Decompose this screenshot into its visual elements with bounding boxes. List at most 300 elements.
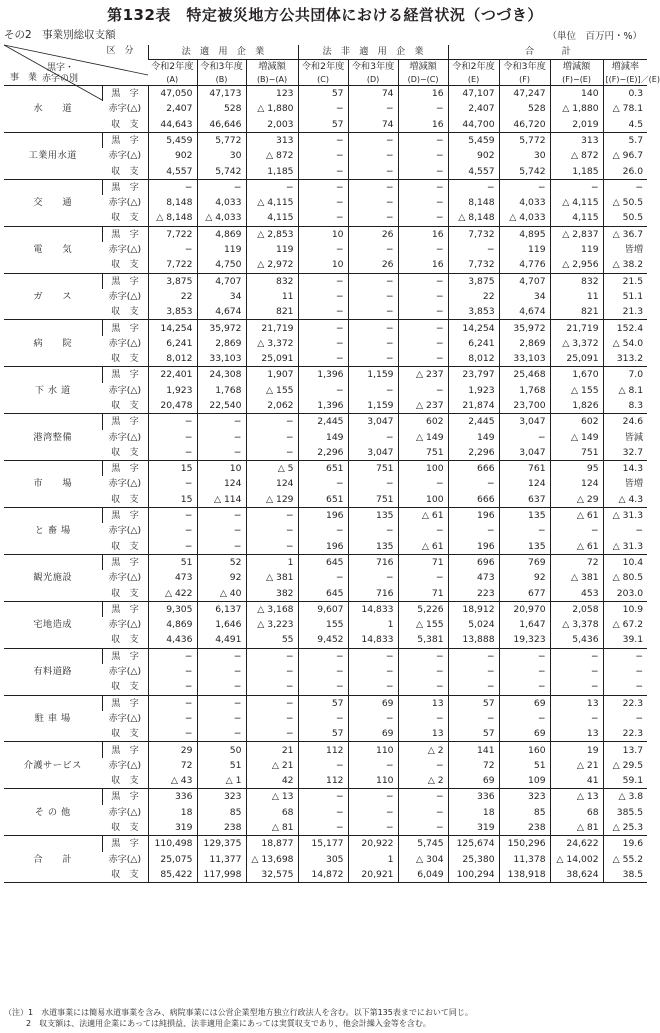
value-cell: △ 40 <box>197 586 246 602</box>
value-cell: △ 155 <box>398 617 448 632</box>
row-type-label: 赤字(△) <box>108 853 142 865</box>
value-cell: 1 <box>246 554 298 570</box>
value-cell: 1,396 <box>298 398 348 414</box>
value-cell: − <box>499 679 550 695</box>
value-cell: − <box>298 179 348 195</box>
table-subtitle: その2 事業別総収支額 <box>4 29 116 41</box>
row-type-label: 黒 字 <box>102 132 148 148</box>
row-type-label: 収 支 <box>102 773 148 789</box>
group-header-hohiteki: 法 非 適 用 企 業 <box>298 45 448 60</box>
value-cell: − <box>298 758 348 773</box>
value-cell: △ 80.5 <box>603 570 647 585</box>
value-cell: − <box>246 648 298 664</box>
value-cell: 20,921 <box>348 867 398 883</box>
value-cell: − <box>246 508 298 524</box>
value-cell: 7,732 <box>448 257 499 273</box>
value-cell: − <box>298 383 348 398</box>
value-cell: 1,647 <box>499 617 550 632</box>
value-cell: − <box>197 539 246 555</box>
value-cell: 8,012 <box>148 351 197 367</box>
row-type-label: 赤字(△) <box>108 759 142 771</box>
value-cell: △ 3,168 <box>246 601 298 617</box>
value-cell: − <box>148 679 197 695</box>
value-cell: 135 <box>499 508 550 524</box>
value-cell: − <box>197 664 246 679</box>
value-cell: 13 <box>398 726 448 742</box>
value-cell: 150,296 <box>499 836 550 852</box>
value-cell: − <box>398 242 448 257</box>
value-cell: 15,177 <box>298 836 348 852</box>
value-cell: − <box>298 679 348 695</box>
value-cell: 2,445 <box>448 414 499 430</box>
col-header: 増減額 <box>246 60 298 75</box>
value-cell: 4,869 <box>197 226 246 242</box>
value-cell: 57 <box>298 117 348 133</box>
value-cell: 25,380 <box>448 852 499 867</box>
value-cell: − <box>448 679 499 695</box>
value-cell: 123 <box>246 86 298 102</box>
value-cell: 119 <box>197 242 246 257</box>
row-type-label: 収 支 <box>102 539 148 555</box>
business-group <box>4 179 647 226</box>
row-type-label: 黒 字 <box>102 273 148 289</box>
row-type-label: 収 支 <box>102 492 148 508</box>
value-cell: − <box>298 805 348 820</box>
value-cell: 皆減 <box>603 430 647 445</box>
business-name: 交 通 <box>4 179 102 226</box>
value-cell: − <box>398 351 448 367</box>
value-cell: − <box>348 383 398 398</box>
value-cell: 22.3 <box>603 695 647 711</box>
value-cell: − <box>398 148 448 163</box>
value-cell: 140 <box>550 86 603 102</box>
value-cell: 18,877 <box>246 836 298 852</box>
value-cell: 51.1 <box>603 289 647 304</box>
value-cell: △ 8.1 <box>603 383 647 398</box>
value-cell: 30 <box>197 148 246 163</box>
value-cell: − <box>298 351 348 367</box>
value-cell: − <box>398 805 448 820</box>
value-cell: − <box>499 664 550 679</box>
value-cell: △ 43 <box>148 773 197 789</box>
value-cell: − <box>348 758 398 773</box>
value-cell: 5,745 <box>398 836 448 852</box>
value-cell: − <box>348 679 398 695</box>
col-mark: (C) <box>298 74 348 86</box>
row-type-label: 黒 字 <box>102 320 148 336</box>
value-cell: 2,407 <box>448 101 499 116</box>
value-cell: 26 <box>348 226 398 242</box>
value-cell: 4,895 <box>499 226 550 242</box>
value-cell: 51 <box>499 758 550 773</box>
col-mark: (F) <box>499 74 550 86</box>
value-cell: △ 237 <box>398 367 448 383</box>
value-cell: − <box>298 101 348 116</box>
value-cell: 135 <box>499 539 550 555</box>
value-cell: − <box>246 414 298 430</box>
row-type-label: 赤字(△) <box>108 666 142 678</box>
value-cell: 21,719 <box>246 320 298 336</box>
business-group <box>4 367 647 414</box>
business-group <box>4 414 647 461</box>
value-cell: 10.4 <box>603 554 647 570</box>
value-cell: 72 <box>550 554 603 570</box>
value-cell: △ 29.5 <box>603 758 647 773</box>
value-cell: − <box>448 711 499 726</box>
value-cell: 38.5 <box>603 867 647 883</box>
row-type-label: 黒 字 <box>102 226 148 242</box>
row-type-label: 黒 字 <box>102 789 148 805</box>
business-balance-table <box>4 45 660 883</box>
business-group <box>4 226 647 273</box>
value-cell: − <box>348 664 398 679</box>
value-cell: △ 2,956 <box>550 257 603 273</box>
value-cell: 124 <box>550 476 603 491</box>
value-cell: △ 422 <box>148 586 197 602</box>
value-cell: 319 <box>448 820 499 836</box>
value-cell: 15 <box>148 492 197 508</box>
value-cell: 16 <box>398 86 448 102</box>
value-cell: 22,540 <box>197 398 246 414</box>
value-cell: 25,468 <box>499 367 550 383</box>
value-cell: 2,003 <box>246 117 298 133</box>
row-type-label: 赤字(△) <box>108 103 142 115</box>
value-cell: 69 <box>348 726 398 742</box>
value-cell: − <box>246 664 298 679</box>
value-cell: 4,491 <box>197 632 246 648</box>
value-cell: 47,173 <box>197 86 246 102</box>
value-cell: − <box>148 648 197 664</box>
value-cell: − <box>398 289 448 304</box>
value-cell: − <box>398 820 448 836</box>
value-cell: 10 <box>298 257 348 273</box>
value-cell: 85,422 <box>148 867 197 883</box>
value-cell: 119 <box>550 242 603 257</box>
value-cell: 100 <box>398 492 448 508</box>
value-cell: △ 381 <box>246 570 298 585</box>
value-cell: 9,607 <box>298 601 348 617</box>
value-cell: − <box>550 664 603 679</box>
value-cell: 1,768 <box>197 383 246 398</box>
value-cell: − <box>298 711 348 726</box>
value-cell: 751 <box>398 445 448 461</box>
value-cell: 16 <box>398 257 448 273</box>
value-cell: 14.3 <box>603 461 647 477</box>
value-cell: 832 <box>550 273 603 289</box>
value-cell: 33,103 <box>499 351 550 367</box>
row-type-label: 黒 字 <box>102 414 148 430</box>
value-cell: 皆増 <box>603 242 647 257</box>
value-cell: 2,869 <box>197 336 246 351</box>
value-cell: 72 <box>448 758 499 773</box>
row-type-label: 赤字(△) <box>108 384 142 396</box>
value-cell: 9,452 <box>298 632 348 648</box>
value-cell: 1,826 <box>550 398 603 414</box>
value-cell: − <box>298 820 348 836</box>
value-cell: 4,115 <box>550 210 603 226</box>
value-cell: − <box>148 242 197 257</box>
value-cell: 34 <box>197 289 246 304</box>
value-cell: △ 381 <box>550 570 603 585</box>
value-cell: 196 <box>298 508 348 524</box>
col-header: 令和2年度 <box>448 60 499 75</box>
value-cell: 15 <box>148 461 197 477</box>
value-cell: △ 114 <box>197 492 246 508</box>
value-cell: 38,624 <box>550 867 603 883</box>
value-cell: − <box>348 163 398 179</box>
row-type-label: 赤字(△) <box>108 619 142 631</box>
value-cell: − <box>348 523 398 538</box>
value-cell: △ 8,148 <box>448 210 499 226</box>
value-cell: − <box>148 726 197 742</box>
value-cell: △ 29 <box>550 492 603 508</box>
value-cell: − <box>398 758 448 773</box>
value-cell: − <box>197 508 246 524</box>
value-cell: − <box>148 476 197 491</box>
value-cell: 19,323 <box>499 632 550 648</box>
footnote-1: （注）1 水道事業には簡易水道事業を含み、病院事業には公営企業型地方独立行政法人を含む。以下第135表までにおいて同じ。 <box>4 1008 473 1017</box>
value-cell: 124 <box>246 476 298 491</box>
row-type-label: 赤字(△) <box>108 806 142 818</box>
value-cell: 336 <box>448 789 499 805</box>
value-cell: 1,923 <box>448 383 499 398</box>
value-cell: △ 149 <box>550 430 603 445</box>
value-cell: 453 <box>550 586 603 602</box>
value-cell: − <box>148 508 197 524</box>
value-cell: 21.3 <box>603 304 647 320</box>
value-cell: 100 <box>398 461 448 477</box>
value-cell: − <box>398 132 448 148</box>
value-cell: 25,091 <box>550 351 603 367</box>
value-cell: − <box>298 789 348 805</box>
value-cell: − <box>148 414 197 430</box>
value-cell: − <box>603 648 647 664</box>
value-cell: △ 129 <box>246 492 298 508</box>
business-group <box>4 320 647 367</box>
value-cell: 41 <box>550 773 603 789</box>
value-cell: 18,912 <box>448 601 499 617</box>
business-name: と 畜 場 <box>4 508 102 555</box>
value-cell: 72 <box>148 758 197 773</box>
value-cell: 22 <box>148 289 197 304</box>
value-cell: − <box>298 289 348 304</box>
value-cell: 902 <box>448 148 499 163</box>
value-cell: 3,047 <box>348 414 398 430</box>
value-cell: 19.6 <box>603 836 647 852</box>
row-type-label: 収 支 <box>102 117 148 133</box>
row-type-label: 黒 字 <box>102 742 148 758</box>
value-cell: △ 13,698 <box>246 852 298 867</box>
value-cell: − <box>197 523 246 538</box>
value-cell: 3,047 <box>499 445 550 461</box>
value-cell: 46,720 <box>499 117 550 133</box>
value-cell: − <box>148 179 197 195</box>
value-cell: − <box>246 430 298 445</box>
value-cell: 5,436 <box>550 632 603 648</box>
value-cell: △ 3,372 <box>246 336 298 351</box>
value-cell: △ 61 <box>398 508 448 524</box>
value-cell: 50.5 <box>603 210 647 226</box>
value-cell: − <box>348 242 398 257</box>
header-corner-cell <box>4 45 148 86</box>
value-cell: − <box>197 445 246 461</box>
value-cell: 71 <box>398 586 448 602</box>
value-cell: △ 1,880 <box>246 101 298 116</box>
value-cell: − <box>499 430 550 445</box>
value-cell: − <box>398 383 448 398</box>
business-name: 下 水 道 <box>4 367 102 414</box>
value-cell: 85 <box>197 805 246 820</box>
value-cell: 124 <box>499 476 550 491</box>
value-cell: 238 <box>499 820 550 836</box>
value-cell: 24.6 <box>603 414 647 430</box>
value-cell: △ 4,033 <box>197 210 246 226</box>
value-cell: 141 <box>448 742 499 758</box>
value-cell: 4,115 <box>246 210 298 226</box>
value-cell: 4,674 <box>499 304 550 320</box>
col-header: 令和2年度 <box>298 60 348 75</box>
business-group <box>4 461 647 508</box>
value-cell: 238 <box>197 820 246 836</box>
value-cell: − <box>197 695 246 711</box>
value-cell: 4,557 <box>148 163 197 179</box>
value-cell: − <box>246 679 298 695</box>
value-cell: 29 <box>148 742 197 758</box>
value-cell: − <box>348 289 398 304</box>
value-cell: 2,445 <box>298 414 348 430</box>
table-row <box>4 414 647 430</box>
header-kokuji-label: 黒字・ <box>47 63 75 73</box>
value-cell: 11,377 <box>197 852 246 867</box>
value-cell: △ 2 <box>398 773 448 789</box>
value-cell: 34 <box>499 289 550 304</box>
business-group <box>4 601 647 648</box>
value-cell: 35,972 <box>197 320 246 336</box>
group-header-hoteki: 法 適 用 企 業 <box>148 45 298 60</box>
value-cell: 100,294 <box>448 867 499 883</box>
value-cell: 69 <box>499 726 550 742</box>
value-cell: △ 36.7 <box>603 226 647 242</box>
value-cell: △ 1 <box>197 773 246 789</box>
value-cell: 5,024 <box>448 617 499 632</box>
row-type-label: 赤字(△) <box>108 244 142 256</box>
value-cell: 13 <box>550 695 603 711</box>
value-cell: − <box>197 726 246 742</box>
value-cell: − <box>603 664 647 679</box>
value-cell: 4,674 <box>197 304 246 320</box>
value-cell: 155 <box>298 617 348 632</box>
value-cell: 5.7 <box>603 132 647 148</box>
row-type-label: 黒 字 <box>102 601 148 617</box>
value-cell: 751 <box>550 445 603 461</box>
value-cell: − <box>398 664 448 679</box>
value-cell: 95 <box>550 461 603 477</box>
value-cell: 35,972 <box>499 320 550 336</box>
table-row <box>4 273 647 289</box>
value-cell: △ 38.2 <box>603 257 647 273</box>
value-cell: 313 <box>550 132 603 148</box>
table-row <box>4 695 647 711</box>
row-type-label: 赤字(△) <box>108 150 142 162</box>
value-cell: 52 <box>197 554 246 570</box>
value-cell: 2,296 <box>448 445 499 461</box>
value-cell: − <box>348 273 398 289</box>
business-group <box>4 836 647 883</box>
value-cell: △ 25.3 <box>603 820 647 836</box>
value-cell: 21,874 <box>448 398 499 414</box>
value-cell: − <box>348 210 398 226</box>
row-type-label: 黒 字 <box>102 508 148 524</box>
value-cell: 22,401 <box>148 367 197 383</box>
value-cell: 20,922 <box>348 836 398 852</box>
value-cell: 6,049 <box>398 867 448 883</box>
value-cell: 14,254 <box>148 320 197 336</box>
value-cell: △ 13 <box>246 789 298 805</box>
value-cell: 69 <box>499 695 550 711</box>
value-cell: − <box>348 711 398 726</box>
value-cell: 69 <box>448 773 499 789</box>
value-cell: 2,407 <box>148 101 197 116</box>
row-type-label: 赤字(△) <box>108 525 142 537</box>
value-cell: 1,185 <box>550 163 603 179</box>
row-type-label: 収 支 <box>102 820 148 836</box>
value-cell: 32.7 <box>603 445 647 461</box>
group-header-total: 合 計 <box>448 45 647 60</box>
value-cell: △ 55.2 <box>603 852 647 867</box>
value-cell: 196 <box>448 539 499 555</box>
value-cell: − <box>448 664 499 679</box>
value-cell: − <box>348 648 398 664</box>
value-cell: 196 <box>448 508 499 524</box>
value-cell: − <box>398 648 448 664</box>
value-cell: 11 <box>550 289 603 304</box>
value-cell: 16 <box>398 117 448 133</box>
value-cell: 7,722 <box>148 257 197 273</box>
value-cell: 110 <box>348 773 398 789</box>
row-type-label: 収 支 <box>102 679 148 695</box>
col-mark: (D)−(C) <box>398 74 448 86</box>
value-cell: 1 <box>348 617 398 632</box>
value-cell: 645 <box>298 586 348 602</box>
value-cell: − <box>148 664 197 679</box>
value-cell: 2,062 <box>246 398 298 414</box>
value-cell: 2,019 <box>550 117 603 133</box>
value-cell: 51 <box>148 554 197 570</box>
value-cell: △ 3,372 <box>550 336 603 351</box>
value-cell: △ 2,837 <box>550 226 603 242</box>
row-type-label: 収 支 <box>102 867 148 883</box>
value-cell: 5,459 <box>148 132 197 148</box>
value-cell: 2,296 <box>298 445 348 461</box>
value-cell: − <box>246 726 298 742</box>
value-cell: − <box>499 179 550 195</box>
value-cell: 1,907 <box>246 367 298 383</box>
value-cell: 109 <box>499 773 550 789</box>
value-cell: △ 4.3 <box>603 492 647 508</box>
value-cell: △ 31.3 <box>603 508 647 524</box>
value-cell: 1,396 <box>298 367 348 383</box>
value-cell: − <box>448 648 499 664</box>
row-type-label: 赤字(△) <box>108 572 142 584</box>
row-type-label: 収 支 <box>102 632 148 648</box>
row-type-label: 収 支 <box>102 304 148 320</box>
value-cell: 1 <box>348 852 398 867</box>
value-cell: 3,047 <box>348 445 398 461</box>
value-cell: △ 1,880 <box>550 101 603 116</box>
value-cell: 13 <box>550 726 603 742</box>
value-cell: − <box>197 179 246 195</box>
value-cell: 1,159 <box>348 367 398 383</box>
